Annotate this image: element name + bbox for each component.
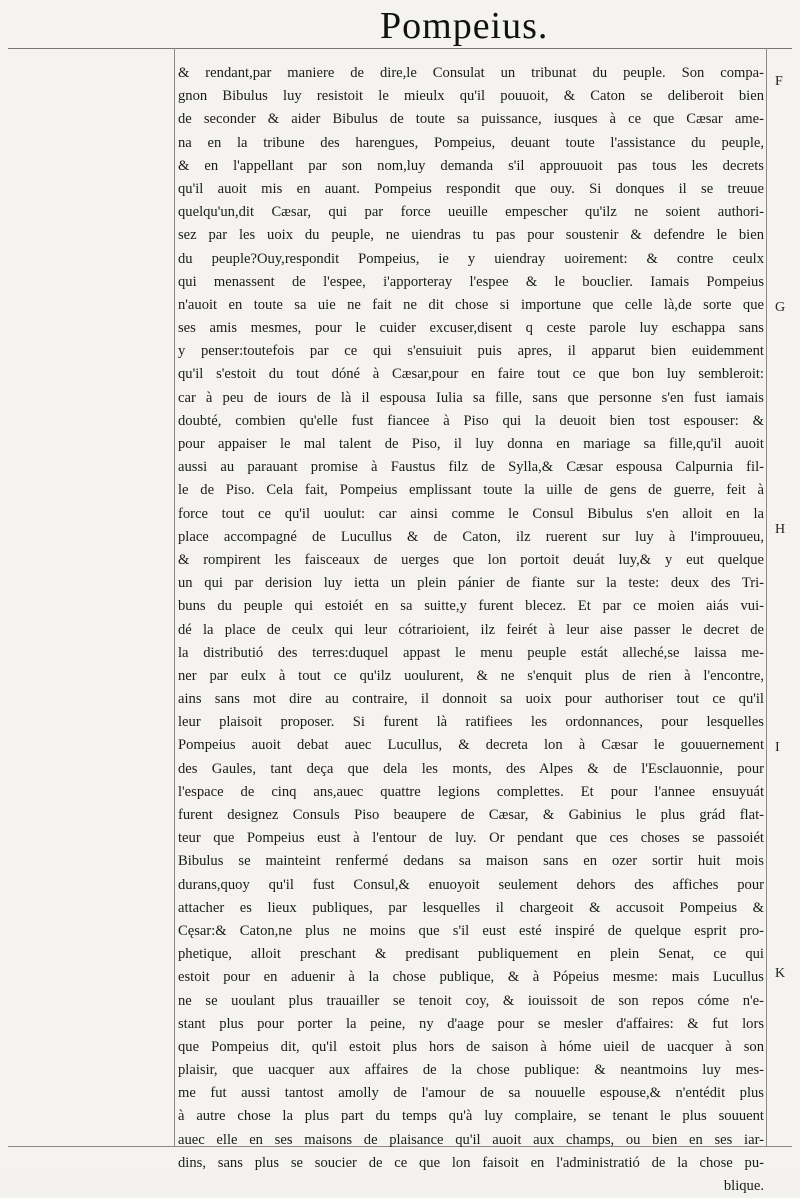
text-line: & rendant,par maniere de dire,le Consulat un tribunat du peuple. Son compa- — [178, 65, 764, 81]
text-line: na en la tribune des harengues, Pompeius, deuant toute l'assistance du peuple, — [178, 134, 764, 151]
text-line: stant plus pour porter la peine, ny d'aage pour se mesler d'affaires: & fut lors — [178, 1015, 764, 1032]
left-margin-rule — [174, 48, 175, 1147]
text-line: le de Piso. Cela fait, Pompeius emplissant toute la uille de gens de guerre, feit à — [178, 482, 764, 499]
text-line: ner par eulx à tout ce qu'ilz uoulurent, & ne s'enquit plus de rien à l'encontre, — [178, 667, 764, 684]
text-line: blique. — [723, 1178, 764, 1194]
body-text — [178, 62, 764, 1198]
text-line: ses amis mesmes, pour le cuider excuser,disent q ceste parole luy eschappa sans — [178, 320, 764, 337]
top-rule — [8, 48, 792, 49]
text-line: force tout ce qu'il uoulut: car ainsi comme le Consul Bibulus s'en alloit en la — [178, 505, 764, 522]
text-line: ains sans mot dire au contraire, il donnoit sa uoix pour authoriser tout ce qu'il — [178, 691, 764, 708]
text-line: de seconder & aider Bibulus de toute sa puissance, iusques à ce que Cæsar ame- — [178, 111, 764, 128]
text-line: leur plaisoit proposer. Si furent là ratifiees les ordonnances, pour lesquelles — [178, 714, 764, 731]
text-line: me fut aussi tantost amolly de l'amour de sa nouuelle espouse,& n'entédit plus — [178, 1085, 764, 1102]
margin-letter-i: I — [775, 740, 780, 755]
text-line: n'auoit en toute sa uie ne fait ne dit chose si importune que celle là,de sorte que — [178, 296, 764, 313]
text-line: attacher es lieux publiques, par lesquelles il chargeoit & accusoit Pompeius & — [178, 899, 764, 916]
text-line: y penser:toutefois par ce qui s'ensuiuit puis apres, il apparut bien euidemment — [178, 343, 764, 360]
text-line: l'espace de cinq ans,auec quattre legions complettes. Et pour l'annee ensuyuát — [178, 783, 764, 800]
text-line: teur que Pompeius eust à l'entour de luy. Or pendant que ces choses se passoiét — [178, 830, 764, 847]
text-line: durans,quoy qu'il fust Consul,& enuoyoit seulement dehors des affiches pour — [178, 876, 764, 893]
text-line: phetique, alloit preschant & predisant publiquement en plein Senat, ce qui — [178, 946, 764, 963]
text-line: sez par les uoix du peuple, ne uiendras tu pas pour soustenir & defendre le bien — [178, 227, 764, 244]
text-line: Pompeius auoit debat auec Lucullus, & decreta lon à Cæsar le gouuernement — [178, 737, 764, 754]
text-line: gnon Bibulus luy resistoit le mieulx qu'il pouuoit, & Caton se deliberoit bien — [178, 88, 764, 105]
text-line: pour appaiser le mal talent de Piso, il luy donna en mariage sa fille,qu'il auoit — [178, 436, 764, 452]
text-line: dé la place de ceulx qui leur cótrarioient, ilz feirét à leur aise passer le decret de — [178, 621, 764, 638]
text-line: aussi au parauant promise à Faustus filz de Sylla,& Cæsar espousa Calpurnia fil- — [178, 459, 764, 476]
text-line: qui menassent de l'espee, i'apporteray l'espee & le bouclier. Iamais Pompeius — [178, 273, 764, 290]
text-line: plaisir, que uacquer aux affaires de la chose publique: & neantmoins luy mes- — [178, 1062, 764, 1079]
margin-letter-k: K — [775, 966, 786, 981]
running-head: Pompeius. — [380, 5, 549, 47]
text-line: furent designez Consuls Piso beaupere de Cæsar, & Gabinius le plus grád flat- — [178, 807, 764, 823]
text-line: du peuple?Ouy,respondit Pompeius, ie y uiendray uoirement: & contre ceulx — [178, 250, 764, 267]
text-line: quelqu'un,dit Cæsar, qui par force ueuille empescher qu'ilz ne soient authori- — [178, 204, 764, 221]
text-line: Cęsar:& Caton,ne plus ne moins que s'il eust esté inspiré de quelque esprit pro- — [178, 922, 764, 939]
text-line: place accompagné de Lucullus & de Caton, ilz ruerent sur luy à l'improuueu, — [178, 528, 764, 545]
text-line: des Gaules, tant deça que dela les monts, des Alpes & de l'Esclauonnie, pour — [178, 760, 764, 777]
text-line: qu'il auoit mis en auant. Pompeius respondit que ouy. Si donques il se treuue — [178, 180, 764, 197]
text-line: qu'il s'estoit du tout dóné à Cæsar,pour en faire tout ce que bon luy sembleroit: — [178, 366, 764, 383]
text-line: & rompirent les faisceaux de uerges que lon portoit deuát luy,& y eut quelque — [178, 551, 764, 568]
margin-letter-g: G — [775, 300, 786, 315]
text-line: & en l'appellant par son nom,luy demanda s'il approuuoit pas tous les decrets — [178, 157, 764, 174]
text-line: un qui par derision luy ietta un plein pánier de fiante sur la teste: deux des Tri- — [178, 575, 764, 592]
text-line: Bibulus se mainteint renfermé dedans sa maison sans en ozer sortir huit mois — [178, 853, 764, 870]
text-line: à autre chose la plus part du temps qu'à luy complaire, se tenant le plus souuent — [178, 1108, 764, 1125]
text-line: buns du peuple qui estoiét en sa suitte,y furent blecez. Et par ce moien aiás vui- — [178, 598, 764, 615]
text-line: doubté, combien qu'elle fust fiancee à Piso qui la deuoit bien tost espouser: & — [178, 412, 764, 429]
text-line: dins, sans plus se soucier de ce que lon faisoit en l'administratió de la chose pu- — [178, 1154, 764, 1171]
text-line: car à peu de iours de là il espousa Iulia sa fille, sans que personne s'en fust iamais — [178, 389, 764, 406]
text-line: estoit pour en aduenir à la chose publique, & à Pópeius mesme: mais Lucullus — [178, 969, 764, 986]
text-line: auec elle en ses maisons de plaisance qu'il auoit aux champs, ou bien en ses iar- — [178, 1131, 764, 1148]
margin-letter-h: H — [775, 522, 786, 537]
margin-letter-f: F — [775, 74, 783, 89]
right-margin-rule — [766, 48, 767, 1147]
text-line: que Pompeius dit, qu'il estoit plus hors de saison à hóme uieil de uacquer à son — [178, 1038, 764, 1055]
text-line: la distributió des terres:duquel appast le menu peuple estát alleché,se laissa me- — [178, 644, 764, 661]
text-line: ne se uoulant plus trauailler se tenoit coy, & iouissoit de son repos cóme n'e- — [178, 992, 764, 1009]
